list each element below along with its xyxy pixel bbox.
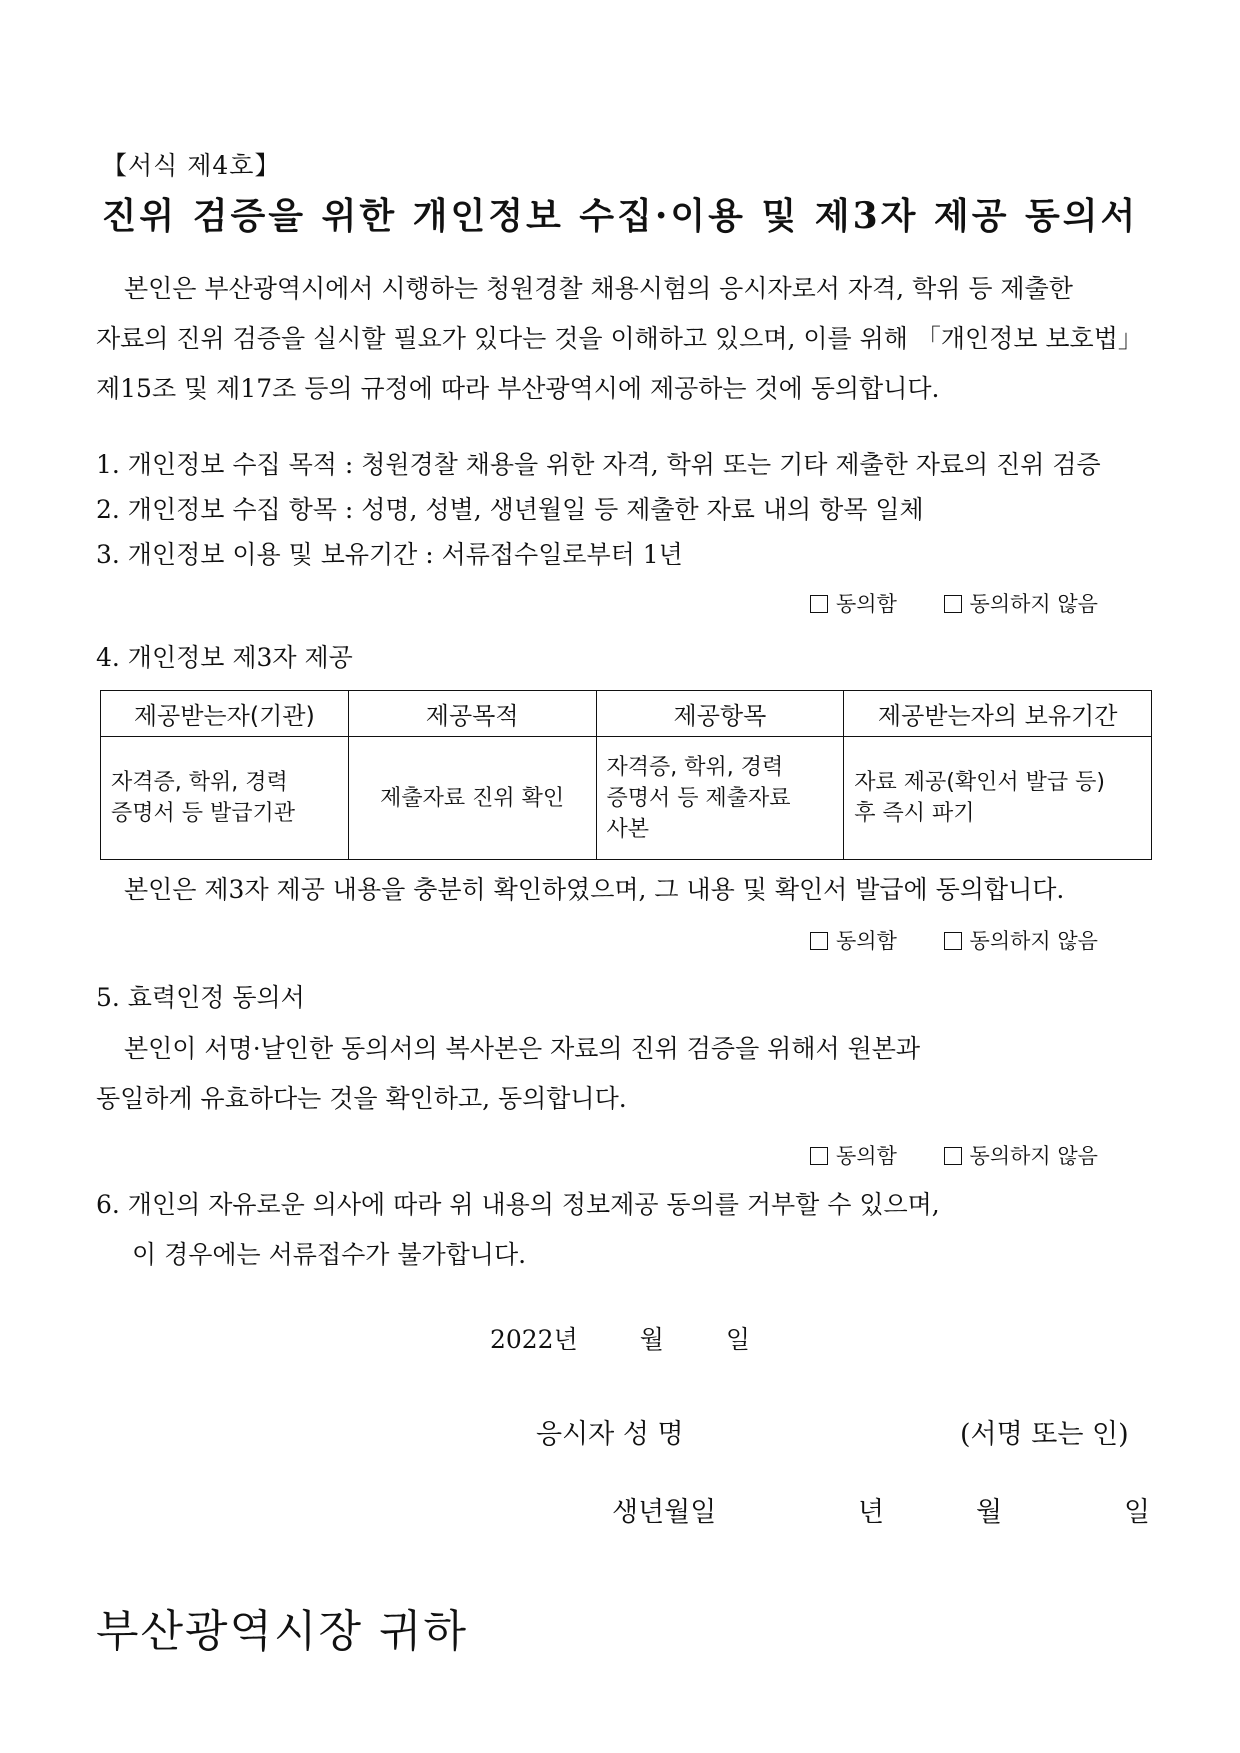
item-validity: 5. 효력인정 동의서 bbox=[96, 983, 305, 1012]
checkbox-icon[interactable] bbox=[810, 932, 828, 950]
intro-paragraph bbox=[96, 264, 1156, 414]
sign-or-seal-note: (서명 또는 인) bbox=[960, 1419, 1129, 1450]
date-line bbox=[0, 1320, 1240, 1356]
birth-month: 월 bbox=[976, 1497, 1003, 1528]
intro-line-2: 자료의 진위 검증을 실시할 필요가 있다는 것을 이해하고 있으며, 이를 위해 「개인정보 보호법」 bbox=[96, 324, 1143, 353]
table-row bbox=[101, 737, 1152, 860]
table-header-recipient: 제공받는자(기관) bbox=[101, 691, 349, 737]
date-day: 일 bbox=[725, 1325, 751, 1354]
table-header-retention: 제공받는자의 보유기간 bbox=[844, 691, 1152, 737]
cell-recipient bbox=[101, 737, 349, 860]
checkbox-icon[interactable] bbox=[944, 1147, 962, 1165]
disagree-label: 동의하지 않음 bbox=[969, 592, 1098, 616]
checkbox-icon[interactable] bbox=[944, 932, 962, 950]
intro-line-1: 본인은 부산광역시에서 시행하는 청원경찰 채용시험의 응시자로서 자격, 학위 등 제출한 bbox=[124, 274, 1073, 303]
cell-line: 자료 제공(확인서 발급 등) bbox=[854, 770, 1105, 795]
validity-paragraph bbox=[96, 1024, 1156, 1124]
disagree-label: 동의하지 않음 bbox=[969, 929, 1098, 953]
cell-line: 사본 bbox=[606, 816, 650, 842]
birth-day: 일 bbox=[1124, 1497, 1151, 1528]
cell-items bbox=[596, 737, 844, 860]
date-year: 2022년 bbox=[489, 1325, 578, 1354]
consent-agree-2[interactable] bbox=[810, 929, 897, 953]
consent-group-3 bbox=[810, 1140, 1098, 1170]
date-month: 월 bbox=[639, 1325, 664, 1354]
agree-label: 동의함 bbox=[836, 929, 897, 953]
consent-agree-3[interactable] bbox=[810, 1144, 897, 1168]
refusal-line-1: 6. 개인의 자유로운 의사에 따라 위 내용의 정보제공 동의를 거부할 수 있으며, bbox=[96, 1190, 940, 1219]
cell-line: 후 즉시 파기 bbox=[854, 801, 975, 826]
agree-label: 동의함 bbox=[836, 592, 897, 616]
checkbox-icon[interactable] bbox=[810, 595, 828, 613]
refusal-line-2: 이 경우에는 서류접수가 불가합니다. bbox=[132, 1240, 527, 1269]
table-header-purpose: 제공목적 bbox=[348, 691, 596, 737]
item-purpose: 1. 개인정보 수집 목적 : 청원경찰 채용을 위한 자격, 학위 또는 기타 제출한 자료의 진위 검증 bbox=[96, 450, 1101, 479]
refusal-paragraph bbox=[96, 1180, 940, 1280]
validity-line-1: 본인이 서명·날인한 동의서의 복사본은 자료의 진위 검증을 위해서 원본과 bbox=[124, 1034, 921, 1063]
addressee: 부산광역시장 귀하 bbox=[96, 1606, 469, 1657]
applicant-name-label: 응시자 성 명 bbox=[536, 1419, 684, 1450]
page-title: 진위 검증을 위한 개인정보 수집·이용 및 제3자 제공 동의서 bbox=[101, 195, 1139, 237]
consent-disagree-1[interactable] bbox=[944, 592, 1098, 616]
cell-line: 자격증, 학위, 경력 bbox=[111, 770, 288, 795]
third-party-confirm-text: 본인은 제3자 제공 내용을 충분히 확인하였으며, 그 내용 및 확인서 발급에 동의합니다. bbox=[124, 875, 1065, 904]
validity-line-2: 동일하게 유효하다는 것을 확인하고, 동의합니다. bbox=[96, 1084, 627, 1113]
checkbox-icon[interactable] bbox=[944, 595, 962, 613]
cell-line: 자격증, 학위, 경력 bbox=[606, 754, 784, 780]
form-number: 【서식 제4호】 bbox=[102, 151, 281, 180]
birth-year: 년 bbox=[858, 1497, 885, 1528]
birth-date-label: 생년월일 bbox=[612, 1497, 717, 1528]
item-third-party: 4. 개인정보 제3자 제공 bbox=[96, 643, 353, 672]
table-header-row bbox=[101, 691, 1152, 737]
consent-disagree-3[interactable] bbox=[944, 1144, 1098, 1168]
agree-label: 동의함 bbox=[836, 1144, 897, 1168]
third-party-table bbox=[100, 690, 1152, 860]
checkbox-icon[interactable] bbox=[810, 1147, 828, 1165]
disagree-label: 동의하지 않음 bbox=[969, 1144, 1098, 1168]
consent-agree-1[interactable] bbox=[810, 592, 897, 616]
table-header-items: 제공항목 bbox=[596, 691, 844, 737]
item-retention: 3. 개인정보 이용 및 보유기간 : 서류접수일로부터 1년 bbox=[96, 540, 683, 569]
cell-retention bbox=[844, 737, 1152, 860]
cell-line: 증명서 등 발급기관 bbox=[111, 801, 296, 826]
item-fields: 2. 개인정보 수집 항목 : 성명, 성별, 생년월일 등 제출한 자료 내의 항목 일체 bbox=[96, 495, 924, 524]
consent-disagree-2[interactable] bbox=[944, 929, 1098, 953]
consent-group-1 bbox=[810, 588, 1098, 618]
consent-group-2 bbox=[810, 925, 1098, 955]
cell-line: 증명서 등 제출자료 bbox=[606, 785, 791, 811]
intro-line-3: 제15조 및 제17조 등의 규정에 따라 부산광역시에 제공하는 것에 동의합니다. bbox=[96, 374, 940, 403]
cell-purpose: 제출자료 진위 확인 bbox=[348, 737, 596, 860]
